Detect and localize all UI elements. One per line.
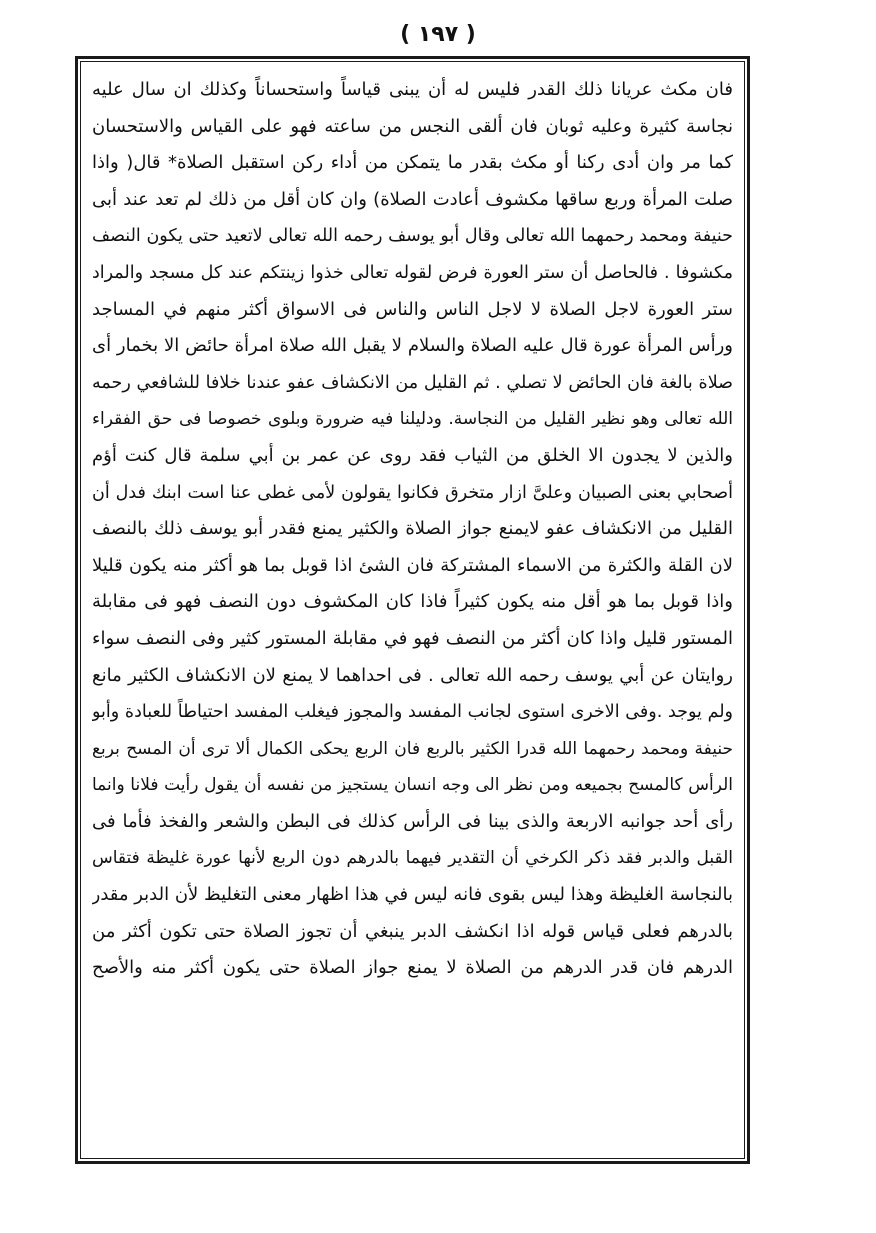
text-line: ولم يوجد .وفى الاخرى استوى لجانب المفسد والمجوز فيغلب المفسد احتياطاً للعبادة وأبو xyxy=(92,702,733,723)
text-line: صلت المرأة وربع ساقها مكشوف أعادت الصلاة) وان كان أقل من ذلك لم تعد عند أبى xyxy=(92,188,733,210)
page-number: ( ١٩٧ ) xyxy=(400,22,476,47)
text-line: ورأس المرأة عورة قال عليه الصلاة والسلام لا يقبل الله صلاة امرأة حائض الا بخمار أى xyxy=(92,335,733,357)
text-line: الرأس كالمسح بجميعه ومن نظر الى وجه انسان يستجيز من نفسه أن يقول رأيت فلانا وانما xyxy=(92,775,733,796)
text-line: والذين لا يجدون الا الخلق من الثياب فقد روى عن عمر بن أبي سلمة قال كنت أؤم xyxy=(92,444,733,466)
text-line: حنيفة ومحمد رحمهما الله قدرا الكثير بالربع فان الربع يحكى الكمال ألا ترى أن المسح بربع xyxy=(92,738,733,759)
text-line: القبل والدبر فقد ذكر الكرخي أن التقدير فيهما بالدرهم دون الربع لأنها عورة غليظة فتقاس xyxy=(92,848,733,869)
text-line: صلاة بالغة فان الحائض لا تصلي . ثم القليل من الانكشاف عفو عندنا خلافا للشافعي رحمه xyxy=(92,372,733,393)
text-line: روايتان عن أبي يوسف رحمه الله تعالى . فى احداهما لا يمنع لان الانكشاف الكثير مانع xyxy=(92,664,733,686)
text-line: الدرهم فان قدر الدرهم من الصلاة لا يمنع جواز الصلاة حتى يكون أكثر منه والأصح xyxy=(92,957,733,979)
text-line: فان مكث عريانا ذلك القدر فليس له أن يبنى قياساً واستحساناً وكذلك ان سال عليه xyxy=(92,79,733,100)
text-line: بالنجاسة الغليظة وهذا ليس بقوى فانه ليس في هذا اظهار معنى التغليظ لأن الدبر مقدر xyxy=(92,884,733,906)
text-line: حنيفة ومحمد رحمهما الله تعالى وقال أبو يوسف رحمه الله تعالى لاتعيد حتى يكون النصف xyxy=(92,226,733,247)
text-line: القليل من الانكشاف عفو لايمنع جواز الصلاة والكثير يمنع فقدر أبو يوسف ذلك بالنصف xyxy=(92,518,733,540)
text-line: واذا قوبل بما هو أقل منه يكون كثيراً فاذا كان المكشوف دون النصف فهو فى مقابلة xyxy=(92,591,733,613)
text-line: مكشوفا . فالحاصل أن ستر العورة فرض لقوله تعالى خذوا زينتكم عند كل مسجد والمراد xyxy=(92,262,733,283)
text-line: بالدرهم فعلى قياس قوله اذا انكشف الدبر ينبغي أن تجوز الصلاة حتى تكون أكثر من xyxy=(92,920,733,942)
text-line: كما مر وان أدى ركنا أو مكث بقدر ما يتمكن من أداء ركن استقبل الصلاة* قال( واذا xyxy=(92,152,733,174)
text-body xyxy=(92,72,733,987)
text-line: رأى أحد جوانبه الاربعة والذى بينا فى الرأس كذلك فى البطن والشعر والفخذ فأما فى xyxy=(92,810,733,832)
text-line: لان القلة والكثرة من الاسماء المشتركة فان الشئ اذا قوبل بما هو أكثر منه يكون قليلا xyxy=(92,554,733,576)
text-line: ستر العورة لاجل الصلاة لا لاجل الناس والناس فى الاسواق أكثر منهم في المساجد xyxy=(92,298,733,320)
text-line: أصحابي بعنى الصبيان وعلىَّ ازار متخرق فكانوا يقولون لأمى غطى عنا است ابنك فدل أن xyxy=(92,482,733,503)
text-line: نجاسة كثيرة وعليه ثوبان فان ألقى النجس من ساعته فهو على القياس والاستحسان xyxy=(92,115,733,137)
text-line: الله تعالى وهو نظير القليل من النجاسة. ودليلنا فيه ضرورة وبلوى خصوصا فى حق الفقراء xyxy=(92,409,733,430)
text-line: المستور قليل واذا كان أكثر من النصف فهو في مقابلة المستور كثير وفى النصف سواء xyxy=(92,627,733,649)
